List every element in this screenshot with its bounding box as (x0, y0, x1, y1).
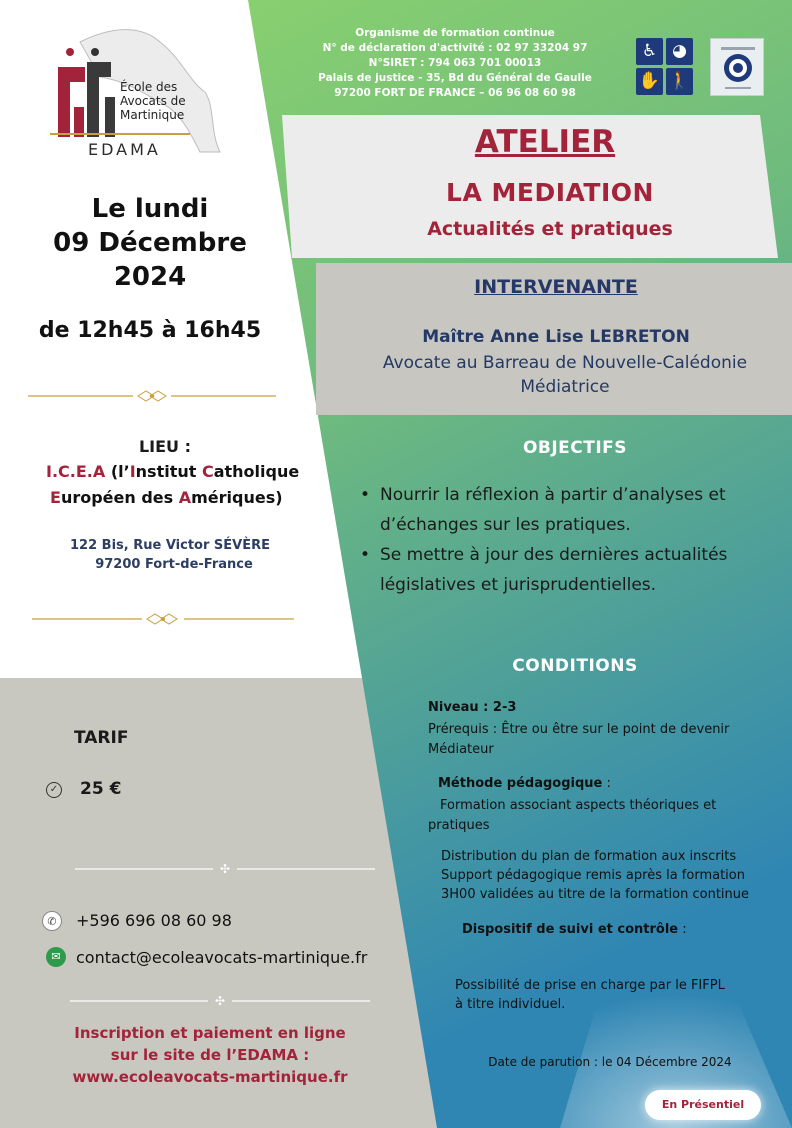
intervenante-title: INTERVENANTE (474, 276, 638, 298)
contact-phone[interactable]: +596 696 08 60 98 (76, 911, 232, 930)
lieu-title: LIEU : (138, 437, 192, 456)
sign-language-icon: ✋ (636, 68, 663, 95)
accessibility-icons (636, 38, 694, 96)
svg-text:✣: ✣ (214, 995, 226, 1007)
list-item: • Se mettre à jour des dernières actualités législatives et jurisprudentielles. (360, 540, 790, 600)
org-info-line: 97200 FORT DE FRANCE – 06 96 08 60 98 (334, 87, 576, 99)
logo-text-line: Avocats de (120, 94, 186, 108)
ornament-divider (75, 863, 375, 875)
format-badge: En Présentiel (645, 1090, 761, 1120)
condition-support: Support pédagogique remis après la formation (441, 868, 745, 883)
condition-prise-en-charge-2: à titre individuel. (455, 997, 566, 1012)
methode-colon: : (602, 776, 611, 791)
lieu-initial: I (129, 462, 136, 481)
condition-prerequis: Prérequis : Être ou être sur le point de devenir Médiateur (428, 722, 730, 757)
tarif-price: 25 € (80, 779, 122, 799)
address-line-1: 122 Bis, Rue Victor SÉVÈRE (70, 538, 270, 553)
lieu-text: (l’ (105, 462, 130, 481)
cta-line: sur le site de l’EDAMA : (110, 1046, 310, 1064)
org-info-line: Organisme de formation continue (355, 27, 555, 39)
list-item: • Nourrir la réflexion à partir d’analyses et d’échanges sur les pratiques. (360, 480, 790, 540)
lieu-text: mériques) (191, 488, 283, 507)
ornament-divider (32, 613, 294, 625)
lieu-line-2 (50, 488, 340, 507)
suivi-colon: : (678, 922, 687, 937)
wheelchair-icon: ♿ (636, 38, 663, 65)
suivi-title: Dispositif de suivi et contrôle (462, 922, 679, 937)
condition-validation: 3H00 validées au titre de la formation continue (441, 887, 750, 902)
organisation-info (300, 26, 610, 101)
logo-school-name (120, 80, 186, 122)
condition-methode-text: Formation associant aspects théoriques et pratiques (428, 798, 717, 833)
certification-seal (710, 38, 764, 96)
address-line-2: 97200 Fort-de-France (95, 557, 253, 572)
check-icon: ✓ (46, 782, 62, 798)
logo-text-line: École des (120, 80, 178, 94)
objectifs-list (360, 480, 790, 600)
lieu-initial: A (178, 488, 192, 507)
conditions-title: CONDITIONS (512, 656, 638, 676)
event-subtitle: Actualités et pratiques (427, 218, 673, 240)
intervenante-role-line: Avocate au Barreau de Nouvelle-Calédonie (382, 353, 748, 373)
phone-icon: ✆ (42, 911, 62, 931)
contact-email[interactable]: contact@ecoleavocats-martinique.fr (76, 948, 368, 967)
date-year: 2024 (113, 262, 187, 292)
objectifs-title: OBJECTIFS (522, 438, 628, 458)
lieu-initial: C (201, 462, 214, 481)
condition-prise-en-charge-1: Possibilité de prise en charge par le FIFPL (455, 978, 725, 993)
email-icon: ✉ (46, 947, 66, 967)
intervenante-role-line: Médiatrice (520, 377, 610, 397)
lieu-text: atholique (213, 462, 300, 481)
intervenante-name: Maître Anne Lise LEBRETON (422, 327, 690, 347)
logo-edama: EDAMA (88, 140, 161, 159)
lieu-text: uropéen des (60, 488, 179, 507)
lieu-initial: E (50, 488, 61, 507)
condition-methode-title (438, 774, 792, 794)
ornament-divider (70, 995, 370, 1007)
registration-cta (40, 1022, 380, 1088)
date-month: 09 Décembre (53, 228, 247, 258)
event-type: ATELIER (474, 124, 616, 160)
ornament-divider (28, 390, 276, 402)
tarif-title: TARIF (74, 728, 129, 748)
condition-suivi-title (462, 920, 792, 940)
niveau-label: Niveau : 2-3 (428, 700, 517, 715)
lieu-acronym: I.C.E.A (46, 462, 106, 481)
cta-website-link[interactable]: www.ecoleavocats-martinique.fr (72, 1068, 348, 1086)
svg-text:✣: ✣ (219, 863, 231, 875)
logo-text-line: Martinique (120, 108, 185, 122)
date-day: Le lundi (91, 194, 209, 224)
publication-date: Date de parution : le 04 Décembre 2024 (488, 1055, 732, 1069)
org-info-line: N°SIRET : 794 063 701 00013 (368, 57, 542, 69)
condition-niveau (428, 698, 790, 718)
event-time: de 12h45 à 16h45 (38, 318, 262, 343)
event-date (0, 192, 300, 294)
condition-distribution: Distribution du plan de formation aux inscrits (441, 849, 737, 864)
cta-line: Inscription et paiement en ligne (74, 1024, 346, 1042)
org-info-line: N° de déclaration d'activité : 02 97 33204 97 (322, 42, 588, 54)
brain-icon: ◕ (666, 38, 693, 65)
methode-title: Méthode pédagogique (438, 776, 603, 791)
org-info-line: Palais de justice - 35, Bd du Général de Gaulle (318, 72, 592, 84)
event-title: LA MEDIATION (446, 178, 654, 207)
lieu-line-1 (46, 462, 336, 481)
blind-walker-icon: 🚶 (666, 68, 693, 95)
lieu-text: nstitut (135, 462, 202, 481)
intervenante-role (330, 351, 792, 399)
